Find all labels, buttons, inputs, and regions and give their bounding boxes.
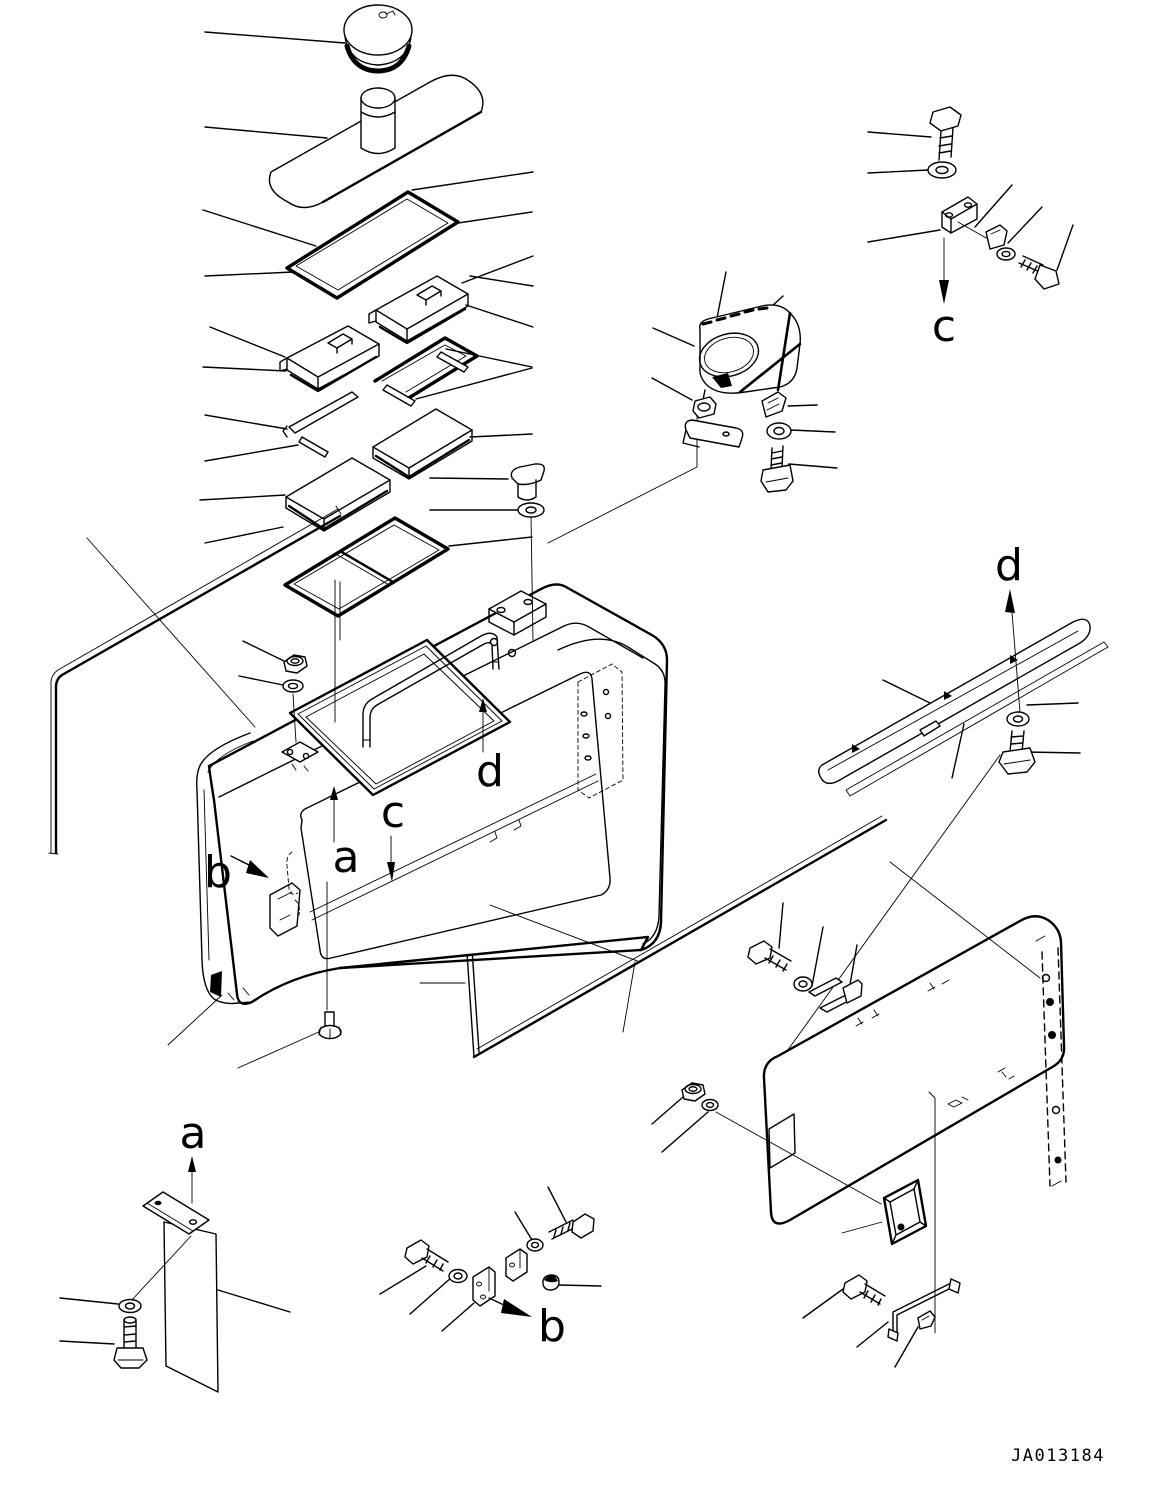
label-detail-d: d bbox=[995, 540, 1023, 591]
cover-lid-left bbox=[203, 326, 379, 391]
double-frame-gasket bbox=[285, 518, 532, 616]
bracket-group-b bbox=[380, 1187, 601, 1331]
pad-right bbox=[373, 409, 532, 479]
wing-plug-washer bbox=[430, 464, 544, 517]
door-fasteners-top bbox=[748, 941, 862, 1012]
work-lamp bbox=[548, 272, 837, 543]
lamp-mount-bracket bbox=[683, 390, 743, 447]
lamp-bolt bbox=[761, 446, 793, 492]
corner-cover-a bbox=[60, 1156, 290, 1392]
filler-neck-plate bbox=[205, 75, 483, 207]
corner-strip bbox=[205, 392, 358, 461]
side-door-panel bbox=[652, 862, 1066, 1333]
label-main-c: c bbox=[380, 787, 406, 838]
lamp-washer bbox=[767, 423, 791, 439]
label-main-d: d bbox=[476, 746, 504, 797]
drawing-number: JA013184 bbox=[1011, 1446, 1105, 1466]
stay-rod-group bbox=[803, 1275, 960, 1367]
fastener-group-c bbox=[868, 107, 1073, 304]
label-detail-a: a bbox=[179, 1108, 207, 1159]
lamp-clip bbox=[762, 392, 786, 417]
label-detail-b: b bbox=[538, 1301, 566, 1352]
drain-plug bbox=[238, 1012, 341, 1068]
open-frame-strips bbox=[375, 338, 532, 406]
cover-lid-right bbox=[369, 256, 533, 343]
label-detail-c: c bbox=[931, 301, 957, 352]
breather-cap bbox=[205, 5, 412, 71]
label-main-a: a bbox=[332, 832, 360, 883]
door-nut-washer bbox=[682, 1083, 718, 1111]
gasket-frame bbox=[203, 172, 533, 298]
label-main-b: b bbox=[204, 847, 232, 898]
pad-left bbox=[200, 458, 390, 543]
